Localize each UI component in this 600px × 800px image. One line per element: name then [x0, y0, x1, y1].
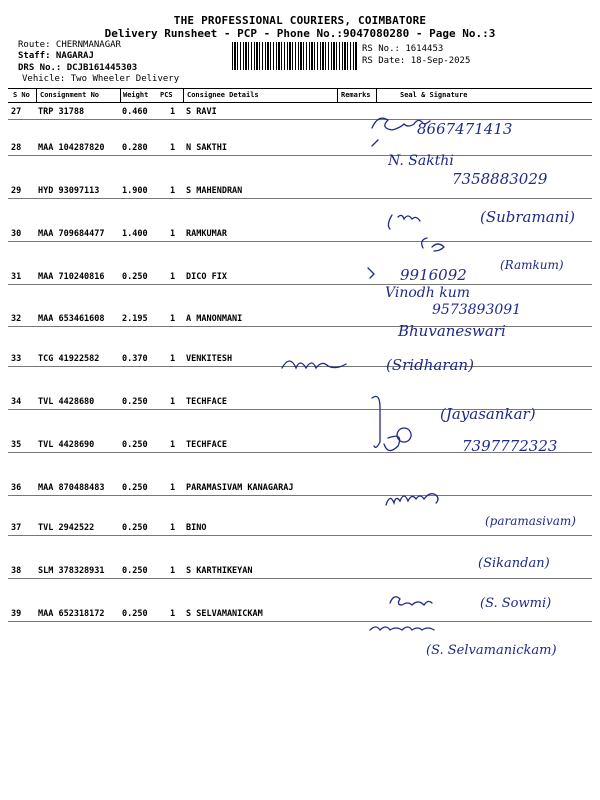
row-consignee: S KARTHIKEYAN [186, 566, 253, 576]
row-consignment: MAA 710240816 [38, 272, 105, 282]
row-sno: 34 [11, 397, 22, 407]
row-consignee: S MAHENDRAN [186, 186, 243, 196]
handwritten-name: (S. Sowmi) [480, 596, 552, 611]
row-consignment: TVL 2942522 [38, 523, 95, 533]
row-sno: 33 [11, 354, 22, 364]
row-consignee: A MANONMANI [186, 314, 243, 324]
row-consignee: S SELVAMANICKAM [186, 609, 263, 619]
table-top-rule [8, 88, 592, 89]
row-pcs: 1 [170, 397, 176, 407]
handwritten-name: (Jayasankar) [440, 405, 536, 423]
row-pcs: 1 [170, 229, 176, 239]
row-divider [8, 198, 592, 199]
column-divider [337, 89, 338, 102]
row-divider [8, 621, 592, 622]
row-sno: 37 [11, 523, 22, 533]
row-weight: 0.250 [122, 440, 148, 450]
row-consignee: TECHFACE [186, 440, 227, 450]
row-pcs: 1 [170, 107, 176, 117]
row-consignee: DICO FIX [186, 272, 227, 282]
row-sno: 29 [11, 186, 22, 196]
row-consignment: MAA 652318172 [38, 609, 105, 619]
row-divider [8, 366, 592, 367]
table-header-rule [8, 102, 592, 103]
row-weight: 1.900 [122, 186, 148, 196]
row-divider [8, 284, 592, 285]
row-sno: 31 [11, 272, 22, 282]
handwritten-name: (Sikandan) [478, 556, 550, 571]
col-header-consignment: Consignment No [40, 91, 100, 99]
row-consignment: TVL 4428680 [38, 397, 95, 407]
row-weight: 0.250 [122, 609, 148, 619]
row-divider [8, 241, 592, 242]
row-divider [8, 155, 592, 156]
row-sno: 27 [11, 107, 22, 117]
row-pcs: 1 [170, 440, 176, 450]
row-weight: 0.370 [122, 354, 148, 364]
row-weight: 0.250 [122, 397, 148, 407]
row-consignment: MAA 870488483 [38, 483, 105, 493]
handwritten-name: N. Sakthi [388, 153, 454, 169]
handwritten-phone: 9573893091 [432, 302, 522, 318]
row-consignment: HYD 93097113 [38, 186, 100, 196]
row-pcs: 1 [170, 272, 176, 282]
handwritten-phone: 9916092 [400, 266, 467, 284]
row-consignment: MAA 104287820 [38, 143, 105, 153]
row-pcs: 1 [170, 566, 176, 576]
row-consignee: BINO [186, 523, 207, 533]
row-sno: 36 [11, 483, 22, 493]
row-sno: 32 [11, 314, 22, 324]
row-pcs: 1 [170, 354, 176, 364]
row-weight: 0.250 [122, 566, 148, 576]
row-sno: 35 [11, 440, 22, 450]
row-weight: 0.460 [122, 107, 148, 117]
barcode [232, 42, 357, 70]
col-header-signature: Seal & Signature [400, 91, 468, 99]
row-consignment: MAA 653461608 [38, 314, 105, 324]
row-weight: 0.250 [122, 523, 148, 533]
row-divider [8, 495, 592, 496]
runsheet-subtitle: Delivery Runsheet - PCP - Phone No.:9047080280 - Page No.:3 [104, 27, 496, 40]
staff-label: Staff: NAGARAJ [18, 51, 94, 61]
row-consignee: RAMKUMAR [186, 229, 227, 239]
row-consignment: MAA 709684477 [38, 229, 105, 239]
row-consignee: TECHFACE [186, 397, 227, 407]
row-pcs: 1 [170, 314, 176, 324]
row-consignee: S RAVI [186, 107, 217, 117]
col-header-pcs: PCS [160, 91, 173, 99]
row-consignment: TCG 41922582 [38, 354, 100, 364]
row-sno: 28 [11, 143, 22, 153]
row-divider [8, 578, 592, 579]
column-divider [120, 89, 121, 102]
row-sno: 30 [11, 229, 22, 239]
handwritten-name: (S. Selvamanickam) [426, 643, 557, 658]
handwritten-phone: 8667471413 [417, 120, 513, 138]
row-weight: 0.280 [122, 143, 148, 153]
handwritten-name: (Subramani) [480, 208, 575, 226]
row-consignee: PARAMASIVAM KANAGARAJ [186, 483, 294, 493]
column-divider [183, 89, 184, 102]
row-consignment: TRP 31788 [38, 107, 85, 117]
row-sno: 39 [11, 609, 22, 619]
company-name: THE PROFESSIONAL COURIERS, COIMBATORE [173, 14, 427, 27]
handwritten-name: (paramasivam) [485, 514, 576, 528]
column-divider [376, 89, 377, 102]
route-label: Route: CHERNMANAGAR [18, 40, 121, 50]
vehicle-label: Vehicle: Two Wheeler Delivery [22, 74, 180, 84]
row-consignment: SLM 378328931 [38, 566, 105, 576]
row-pcs: 1 [170, 186, 176, 196]
row-pcs: 1 [170, 483, 176, 493]
row-consignee: N SAKTHI [186, 143, 227, 153]
drs-number: DRS No.: DCJB161445303 [18, 63, 138, 73]
col-header-consignee: Consignee Details [187, 91, 259, 99]
handwritten-phone: 7397772323 [462, 437, 558, 455]
handwritten-phone: 7358883029 [452, 170, 548, 188]
handwritten-name: Vinodh kum [385, 285, 470, 301]
handwritten-name: (Sridharan) [386, 356, 474, 374]
rs-date: RS Date: 18-Sep-2025 [362, 56, 471, 66]
rs-number: RS No.: 1614453 [362, 44, 444, 54]
col-header-weight: Weight [123, 91, 149, 99]
row-weight: 0.250 [122, 272, 148, 282]
column-divider [36, 89, 37, 102]
row-pcs: 1 [170, 523, 176, 533]
col-header-sno: S No [13, 91, 30, 99]
row-consignee: VENKITESH [186, 354, 233, 364]
row-divider [8, 535, 592, 536]
handwritten-name: (Ramkum) [500, 258, 564, 272]
row-weight: 1.400 [122, 229, 148, 239]
row-sno: 38 [11, 566, 22, 576]
row-pcs: 1 [170, 609, 176, 619]
row-weight: 2.195 [122, 314, 148, 324]
row-pcs: 1 [170, 143, 176, 153]
handwritten-name: Bhuvaneswari [398, 322, 506, 340]
row-consignment: TVL 4428690 [38, 440, 95, 450]
col-header-remarks: Remarks [341, 91, 371, 99]
row-weight: 0.250 [122, 483, 148, 493]
